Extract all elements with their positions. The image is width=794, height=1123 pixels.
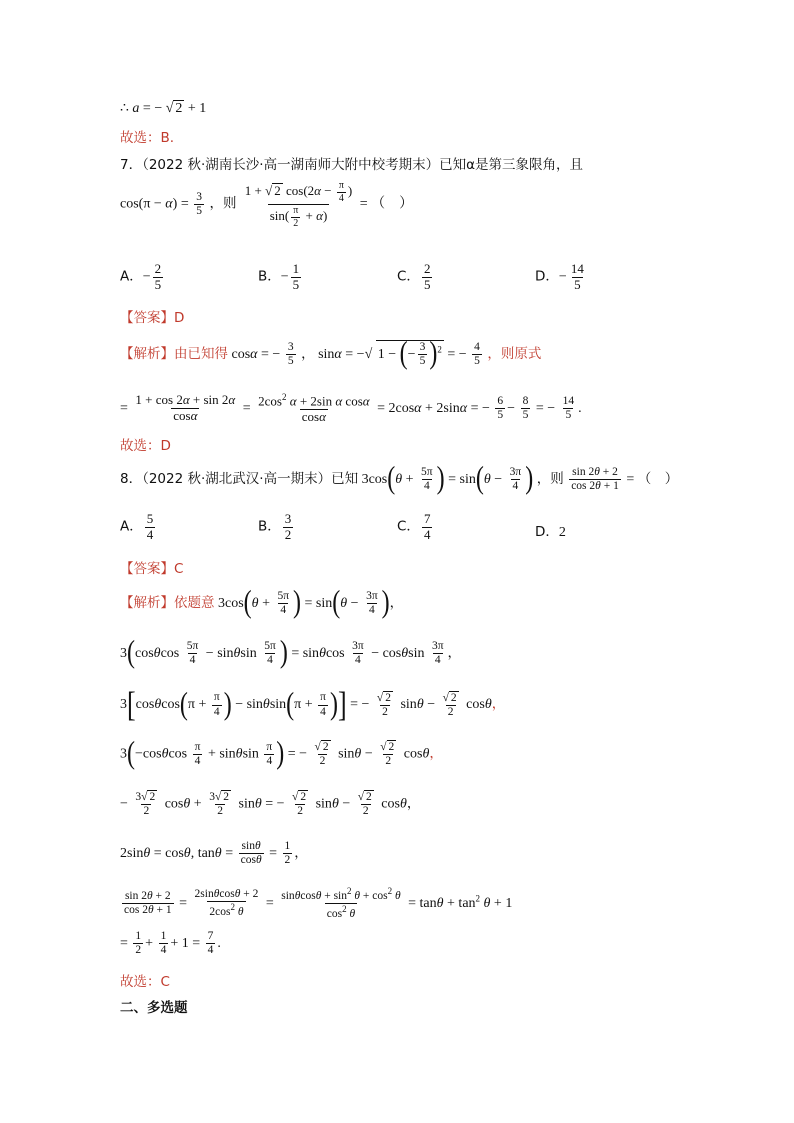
q8-step5: 2sinθ = cosθ, tanθ = $\frac{\sin\theta}{\cos\theta}$ = $\frac{1}{2}$ ，: [120, 840, 308, 867]
q7-condition: cos(π − α) = $\frac{3}{5}$ ，则 1 + √ 2 cos(2α − $\frac{\pi}{4}$ ) sin( $\frac{\pi}{2}$ + α) = （ ）: [120, 180, 414, 229]
q8-option-c: C． $\frac{7}{4}$: [397, 511, 431, 542]
q7-stem: 7．（2022 秋·湖南长沙·高一湖南师大附中校考期末）已知α是第三象限角，且: [120, 157, 583, 173]
q8-step3: 3(−cosθcos $\frac{\pi}{4}$ + sinθsin $\frac{\pi}{4}$ ) = − $\frac{√ 2}{2}$ sinθ − $\frac{√ 2}{2}$ cosθ，: [120, 736, 443, 771]
prev-choice: 故选：B.: [120, 130, 175, 146]
q7-analysis-line2: = $\frac{1 + \cos 2\alpha + \sin 2\alpha}{\cos\alpha}$ = $\frac{2\cos^2 \alpha + 2\sin \alpha \cos\alpha}{\cos\alpha}$ = 2cosα + 2sinα = − $\frac{6}{5}$ − $\frac{8}{5}$ = − $\frac{14}{5}$ .: [120, 392, 582, 425]
q7-option-d: D．− $\frac{14}{5}$: [535, 261, 584, 292]
q8-step1: 3(cosθcos $\frac{5\pi}{4}$ − sinθsin $\frac{5\pi}{4}$ ) = sinθcos $\frac{3\pi}{4}$ − cosθsin $\frac{3\pi}{4}$ ，: [120, 636, 462, 670]
section-heading: 二、多选题: [120, 1000, 188, 1016]
q8-step6: $\frac{\sin 2\theta + 2}{\cos 2\theta + 1}$ = $\frac{2\sin\theta\cos\theta + 2}{2\cos^2 \theta}$ = $\frac{\sin\theta\cos\theta + \sin^2 \theta + \cos^2 \theta}{\cos^2 \theta}$ = $\tan\theta + \tan^2 \theta + 1$: [124, 886, 513, 920]
q7-option-b: B．− $\frac{1}{5}$: [258, 261, 300, 292]
q8-choice: 故选：C: [120, 974, 170, 990]
q8-answer: 【答案】C: [120, 561, 184, 577]
therefore-line: ∴ a = − √ 2 + 1: [120, 101, 207, 116]
q8-step4: − $\frac{3√ 2}{2}$ cosθ + $\frac{3√ 2}{2}$ sinθ = − $\frac{√ 2}{2}$ sinθ − $\frac{√ 2}{2}$ cosθ，: [120, 791, 421, 818]
q8-step7: = $\frac{1}{2}$ + $\frac{1}{4}$ + 1 = $\frac{7}{4}$ .: [120, 930, 221, 957]
q7-option-c: C． $\frac{2}{5}$: [397, 261, 431, 292]
q8-option-d: D．2: [535, 524, 566, 540]
q8-step2: 3[cosθcos(π + $\frac{\pi}{4}$ ) − sinθsin(π + $\frac{\pi}{4}$ )] = − $\frac{√ 2}{2}$ sinθ − $\frac{√ 2}{2}$ cosθ，: [120, 684, 506, 724]
q7-analysis: 【解析】由已知得 cosα = − $\frac{3}{5}$ ， sinα = −√ 1 − (− $\frac{3}{5}$ )$^2$ = − $\frac{4}{5}$ ，则原式: [120, 337, 542, 371]
q7-choice: 故选：D: [120, 438, 171, 454]
q8-analysis: 【解析】依题意 3cos(θ + $\frac{5\pi}{4}$ ) = sin(θ − $\frac{3\pi}{4}$ )，: [120, 586, 404, 620]
q7-answer: 【答案】D: [120, 310, 185, 326]
q8-option-b: B． $\frac{3}{2}$: [258, 511, 292, 542]
q7-option-a: A．− $\frac{2}{5}$: [120, 261, 162, 292]
q8-option-a: A． $\frac{5}{4}$: [120, 511, 154, 542]
q8-stem: 8．（2022 秋·湖北武汉·高一期末）已知 3cos(θ + $\frac{5\pi}{4}$ ) = sin(θ − $\frac{3\pi}{4}$ ) ，则 $\frac{\sin 2\theta + 2}{\cos 2\theta + 1}$ = （ ）: [120, 462, 679, 496]
